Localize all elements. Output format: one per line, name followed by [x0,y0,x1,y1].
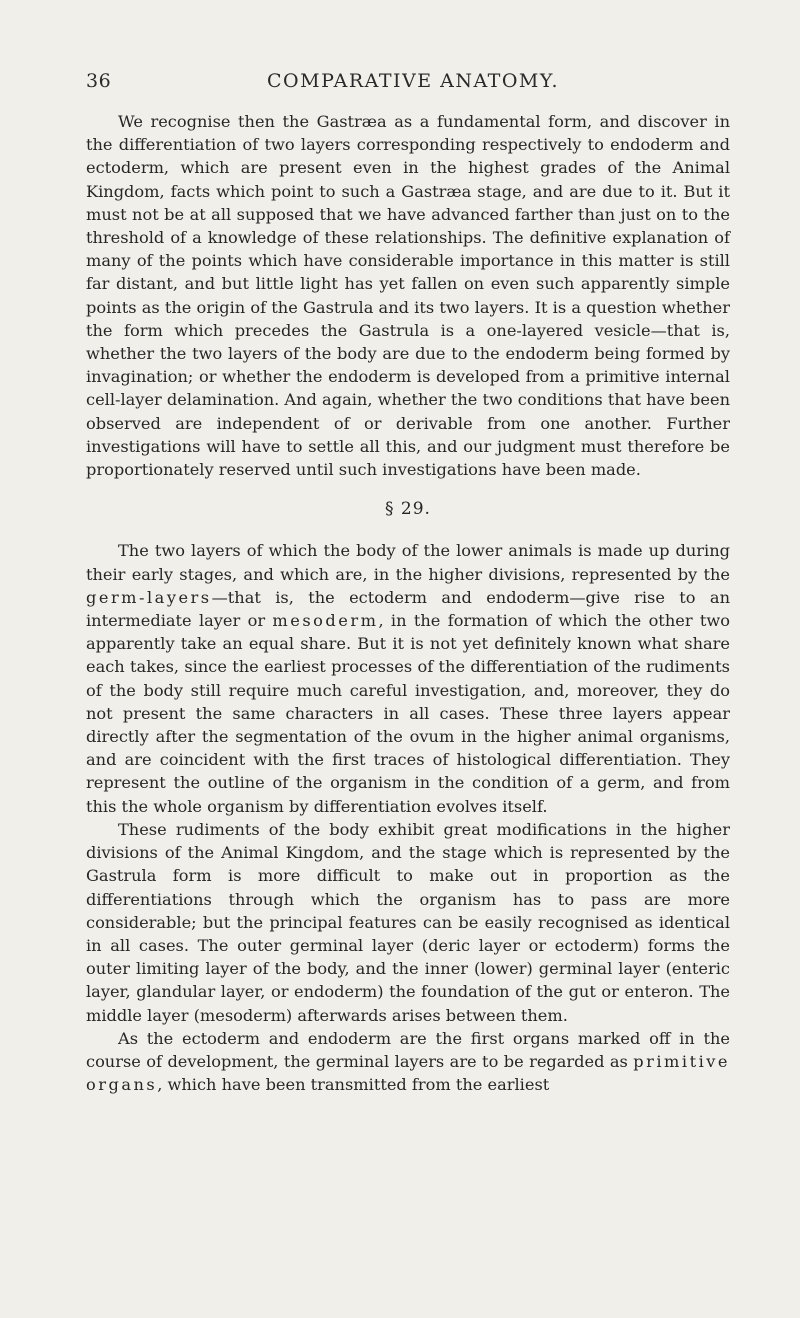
paragraph-text: , which have been transmitted from the earliest [157,1075,550,1095]
paragraph-text: The two layers of which the body of the lower animals is made up during their early stages, and which are, in the higher divisions, represented by the [86,541,730,584]
paragraph-gastraea: We recognise then the Gastræa as a fundamental form, and discover in the differentiation of two layers corresponding respectively to endoderm and ectoderm, which are present even in the highest grades of the Animal Kingdom, facts which point to such a Gastræa stage, and are due to it. But it must not be at all supposed that we have advanced farther than just on to the threshold of a knowledge of these relationships. The definitive explanation of many of the points which have considerable importance in this matter is still far distant, and but little light has yet fallen on even such apparently simple points as the origin of the Gastrula and its two layers. It is a question whether the form which precedes the Gastrula is a one-layered vesicle—that is, whether the two layers of the body are due to the endoderm being formed by invagination; or whether the endoderm is developed from a primitive internal cell-layer delamination. And again, whether the two conditions that have been observed are independent of or derivable from one another. Further investigations will have to settle all this, and our judgment must therefore be proportionately reserved until such investigations have been made. [86,112,730,480]
paragraph-rudiments: These rudiments of the body exhibit great modifications in the higher divisions of the Animal Kingdom, and the stage which is represented by the Gastrula form is more difficult to make out in proportion as the differentiations through which the organism has to pass are more considerable; but the principal features can be easily recognised as identical in all cases. The outer germinal layer (deric layer or ectoderm) forms the outer limiting layer of the body, and the inner (lower) germinal layer (enteric layer, glandular layer, or endoderm) the foundation of the gut or enteron. The middle layer (mesoderm) afterwards arises between them. [86,819,730,1025]
paragraph-text: As the ectoderm and endoderm are the first organs marked off in the course of development, the germinal layers are to be regarded as [86,1028,730,1071]
term-primitive-organs: primitive organs [86,1051,730,1095]
paragraph-text: , in the formation of which the other two apparently take an equal share. But it is not yet definitely known what share each takes, since the earliest processes of the differentiation of the rudiments of the body still require much careful investigation, and, moreover, they do not present the same characters in all cases. These three layers appear directly after the segmentation of the ovum in the higher animal organisms, and are coincident with the first traces of histological differentiation. They represent the outline of the organism in the condition of a germ, and from this the whole organism by differentiation evolves itself. [86,611,730,816]
term-germ-layers: germ-layers [86,587,212,607]
page-number: 36 [86,70,112,92]
section-heading: § 29. [385,499,431,520]
paragraph-text: —that is, the ectoderm and endoderm—give rise to an intermediate layer or [86,587,730,631]
page-header [86,70,740,96]
paragraph-primitive-organs [86,1027,730,1097]
term-mesoderm: mesoderm [272,611,379,631]
running-title: COMPARATIVE ANATOMY. [267,70,559,92]
body-text [86,110,730,1096]
paragraph-germ-layers [86,539,730,817]
